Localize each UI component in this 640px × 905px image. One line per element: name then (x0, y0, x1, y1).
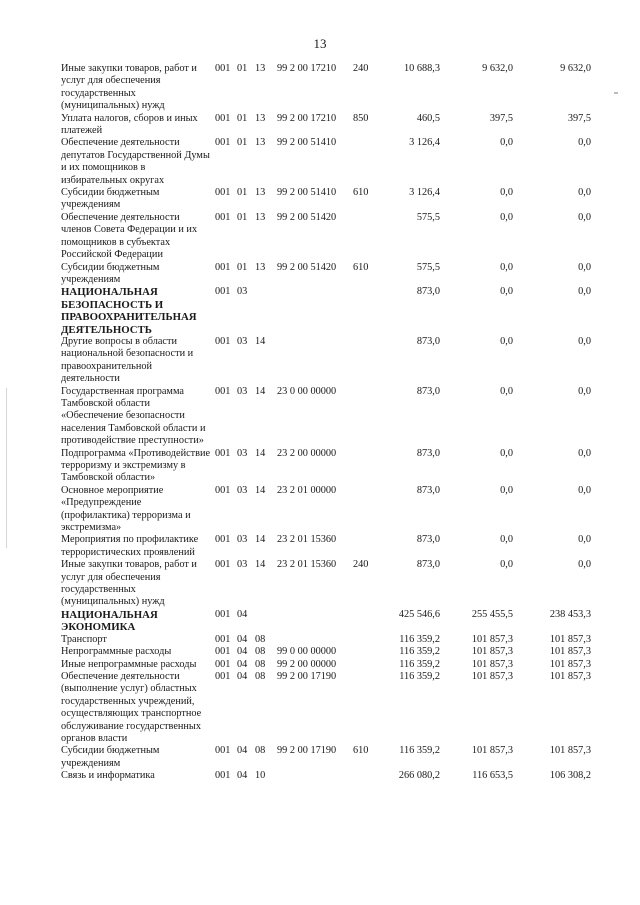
row-section-code: 03 (237, 447, 248, 459)
row-amount-year-2: 0,0 (500, 484, 513, 496)
row-name: НАЦИОНАЛЬНАЯ БЕЗОПАСНОСТЬ И ПРАВООХРАНИТЕЛЬНАЯ ДЕЯТЕЛЬНОСТЬ (61, 286, 197, 336)
row-amount-year-1: 116 359,2 (399, 646, 440, 658)
row-section-code: 04 (237, 770, 248, 782)
table-row (61, 609, 606, 634)
row-name: Мероприятия по профилактике террористических проявлений (61, 534, 199, 558)
table-row (61, 534, 606, 559)
row-amount-year-2: 0,0 (500, 211, 513, 223)
table-row (61, 137, 606, 187)
table-row (61, 671, 606, 745)
row-section-code: 04 (237, 745, 248, 757)
row-amount-year-3: 0,0 (578, 534, 591, 546)
row-target-article-code: 23 2 01 15360 (277, 559, 337, 571)
row-target-article-code: 23 0 00 00000 (277, 385, 337, 397)
row-amount-year-1: 10 688,3 (403, 63, 440, 74)
scan-edge-mark (6, 388, 7, 548)
row-subsection-code: 10 (255, 770, 266, 782)
row-amount-year-3: 238 453,3 (549, 608, 591, 620)
row-subsection-code: 08 (255, 658, 266, 670)
row-name: Субсидии бюджетным учреждениям (61, 745, 160, 769)
row-subsection-code: 08 (255, 633, 266, 645)
row-name: Обеспечение деятельности членов Совета Федерации и их помощников в субъектах Российской Федерации (61, 211, 198, 261)
row-name: Транспорт (61, 633, 107, 645)
row-target-article-code: 99 2 00 51420 (277, 211, 337, 223)
row-grbs-code: 001 (215, 658, 231, 670)
row-section-code: 01 (237, 261, 248, 273)
row-expense-type-code: 610 (353, 745, 369, 757)
row-name: Непрограммные расходы (61, 646, 172, 658)
row-section-code: 03 (237, 484, 248, 496)
row-name: Другие вопросы в области национальной безопасности и правоохранительной деятельности (61, 335, 194, 385)
row-grbs-code: 001 (215, 745, 231, 757)
row-amount-year-3: 101 857,3 (549, 633, 591, 645)
row-target-article-code: 99 0 00 00000 (277, 646, 337, 658)
row-amount-year-3: 101 857,3 (549, 670, 591, 682)
table-row (61, 485, 606, 535)
row-amount-year-2: 0,0 (500, 286, 513, 298)
row-amount-year-3: 101 857,3 (549, 745, 591, 757)
row-section-code: 03 (237, 385, 248, 397)
row-section-code: 04 (237, 633, 248, 645)
row-subsection-code: 14 (255, 534, 266, 546)
row-amount-year-3: 106 308,2 (549, 770, 591, 782)
row-section-code: 03 (237, 335, 248, 347)
row-name: Уплата налогов, сборов и иных платежей (61, 112, 198, 137)
row-target-article-code: 99 2 00 17210 (277, 112, 337, 124)
row-name: Государственная программа Тамбовской области «Обеспечение безопасности населения Тамбовской области и противодействие преступности» (61, 385, 206, 447)
row-amount-year-1: 873,0 (416, 559, 440, 571)
row-section-code: 03 (237, 286, 248, 298)
row-amount-year-2: 0,0 (500, 447, 513, 459)
row-name: Основное мероприятие «Предупреждение (профилактика) терроризма и экстремизма» (61, 484, 191, 534)
row-section-code: 01 (237, 63, 248, 74)
row-amount-year-3: 101 857,3 (549, 646, 591, 658)
row-grbs-code: 001 (215, 770, 231, 782)
row-amount-year-1: 575,5 (416, 211, 440, 223)
row-subsection-code: 14 (255, 484, 266, 496)
row-amount-year-3: 0,0 (578, 187, 591, 199)
row-expense-type-code: 610 (353, 261, 369, 273)
row-amount-year-3: 0,0 (578, 211, 591, 223)
row-target-article-code: 99 2 00 17190 (277, 670, 337, 682)
row-section-code: 01 (237, 211, 248, 223)
row-amount-year-3: 0,0 (578, 335, 591, 347)
row-subsection-code: 14 (255, 559, 266, 571)
table-row (61, 386, 606, 448)
row-amount-year-2: 0,0 (500, 261, 513, 273)
row-grbs-code: 001 (215, 559, 231, 571)
row-amount-year-1: 3 126,4 (409, 137, 440, 149)
row-subsection-code: 13 (255, 137, 266, 149)
row-amount-year-2: 101 857,3 (471, 745, 513, 757)
table-row (61, 659, 606, 671)
row-grbs-code: 001 (215, 335, 231, 347)
row-section-code: 01 (237, 112, 248, 124)
row-amount-year-2: 116 653,5 (472, 770, 513, 782)
row-amount-year-3: 0,0 (578, 385, 591, 397)
row-amount-year-3: 0,0 (578, 286, 591, 298)
row-subsection-code: 08 (255, 646, 266, 658)
row-amount-year-2: 101 857,3 (471, 670, 513, 682)
row-amount-year-1: 873,0 (416, 286, 440, 298)
table-row (61, 336, 606, 386)
row-target-article-code: 23 2 00 00000 (277, 447, 337, 459)
table-row (61, 262, 606, 287)
row-expense-type-code: 240 (353, 559, 369, 571)
row-amount-year-2: 101 857,3 (471, 633, 513, 645)
row-amount-year-3: 0,0 (578, 261, 591, 273)
budget-table (61, 63, 606, 783)
row-amount-year-3: 0,0 (578, 137, 591, 149)
row-grbs-code: 001 (215, 211, 231, 223)
row-subsection-code: 14 (255, 447, 266, 459)
row-grbs-code: 001 (215, 286, 231, 298)
row-name: Субсидии бюджетным учреждениям (61, 261, 160, 285)
row-expense-type-code: 240 (353, 63, 369, 74)
table-row (61, 745, 606, 770)
row-grbs-code: 001 (215, 447, 231, 459)
row-grbs-code: 001 (215, 608, 231, 620)
row-name: Иные закупки товаров, работ и услуг для обеспечения государственных (муниципальных) нужд (61, 63, 197, 112)
row-target-article-code: 99 2 00 00000 (277, 658, 337, 670)
row-subsection-code: 13 (255, 211, 266, 223)
row-amount-year-2: 255 455,5 (471, 608, 513, 620)
row-amount-year-1: 873,0 (416, 534, 440, 546)
row-amount-year-1: 873,0 (416, 335, 440, 347)
table-row (61, 559, 606, 609)
row-amount-year-1: 116 359,2 (399, 658, 440, 670)
row-target-article-code: 99 2 00 17190 (277, 745, 337, 757)
row-section-code: 01 (237, 137, 248, 149)
table-row (61, 63, 606, 113)
margin-mark (614, 92, 618, 94)
row-amount-year-1: 3 126,4 (409, 187, 440, 199)
row-subsection-code: 13 (255, 187, 266, 199)
row-grbs-code: 001 (215, 670, 231, 682)
table-row (61, 212, 606, 262)
row-amount-year-1: 116 359,2 (399, 633, 440, 645)
row-amount-year-2: 0,0 (500, 534, 513, 546)
row-section-code: 01 (237, 187, 248, 199)
row-name: Связь и информатика (61, 770, 155, 782)
row-amount-year-1: 266 080,2 (398, 770, 440, 782)
row-grbs-code: 001 (215, 112, 231, 124)
row-section-code: 04 (237, 670, 248, 682)
row-amount-year-3: 9 632,0 (560, 63, 591, 74)
row-amount-year-2: 0,0 (500, 385, 513, 397)
row-section-code: 04 (237, 608, 248, 620)
row-amount-year-3: 0,0 (578, 484, 591, 496)
row-grbs-code: 001 (215, 187, 231, 199)
table-row (61, 187, 606, 212)
row-amount-year-1: 873,0 (416, 447, 440, 459)
row-target-article-code: 99 2 00 51410 (277, 187, 337, 199)
table-row (61, 646, 606, 658)
row-target-article-code: 23 2 01 15360 (277, 534, 337, 546)
row-grbs-code: 001 (215, 633, 231, 645)
row-amount-year-3: 101 857,3 (549, 658, 591, 670)
row-grbs-code: 001 (215, 484, 231, 496)
table-row (61, 634, 606, 646)
row-expense-type-code: 850 (353, 112, 369, 124)
row-grbs-code: 001 (215, 137, 231, 149)
row-amount-year-2: 0,0 (500, 335, 513, 347)
row-amount-year-2: 0,0 (500, 137, 513, 149)
row-name: Субсидии бюджетным учреждениям (61, 187, 160, 211)
row-section-code: 03 (237, 534, 248, 546)
row-grbs-code: 001 (215, 534, 231, 546)
row-subsection-code: 14 (255, 385, 266, 397)
table-row (61, 113, 606, 138)
row-subsection-code: 13 (255, 63, 266, 74)
row-grbs-code: 001 (215, 646, 231, 658)
row-amount-year-1: 425 546,6 (398, 608, 440, 620)
row-amount-year-1: 575,5 (416, 261, 440, 273)
row-amount-year-1: 873,0 (416, 484, 440, 496)
row-target-article-code: 99 2 00 51420 (277, 261, 337, 273)
row-amount-year-2: 0,0 (500, 559, 513, 571)
row-amount-year-1: 460,5 (416, 112, 440, 124)
row-amount-year-1: 116 359,2 (399, 745, 440, 757)
row-name: Иные закупки товаров, работ и услуг для обеспечения государственных (муниципальных) нужд (61, 559, 197, 608)
row-amount-year-2: 9 632,0 (482, 63, 513, 74)
row-target-article-code: 23 2 01 00000 (277, 484, 337, 496)
row-amount-year-3: 397,5 (567, 112, 591, 124)
row-subsection-code: 08 (255, 745, 266, 757)
row-amount-year-1: 116 359,2 (399, 670, 440, 682)
row-name: НАЦИОНАЛЬНАЯ ЭКОНОМИКА (61, 608, 158, 634)
row-section-code: 04 (237, 646, 248, 658)
row-amount-year-2: 0,0 (500, 187, 513, 199)
row-grbs-code: 001 (215, 385, 231, 397)
row-target-article-code: 99 2 00 51410 (277, 137, 337, 149)
row-amount-year-3: 0,0 (578, 447, 591, 459)
row-target-article-code: 99 2 00 17210 (277, 63, 337, 74)
row-section-code: 04 (237, 658, 248, 670)
row-amount-year-2: 397,5 (489, 112, 513, 124)
row-amount-year-3: 0,0 (578, 559, 591, 571)
row-subsection-code: 08 (255, 670, 266, 682)
row-name: Подпрограмма «Противодействие терроризму и экстремизму в Тамбовской области» (61, 447, 211, 484)
row-amount-year-2: 101 857,3 (471, 658, 513, 670)
row-subsection-code: 14 (255, 335, 266, 347)
row-section-code: 03 (237, 559, 248, 571)
row-grbs-code: 001 (215, 261, 231, 273)
page-number: 13 (313, 36, 327, 51)
row-grbs-code: 001 (215, 63, 231, 74)
row-name: Иные непрограммные расходы (61, 658, 197, 670)
row-expense-type-code: 610 (353, 187, 369, 199)
row-name: Обеспечение деятельности депутатов Государственной Думы и их помощников в избирательных округах (61, 137, 210, 186)
row-amount-year-2: 101 857,3 (471, 646, 513, 658)
row-subsection-code: 13 (255, 261, 266, 273)
row-name: Обеспечение деятельности (выполнение услуг) областных государственных учреждений, осуществляющих транспортное обслуживание государственных органов власти (61, 670, 202, 744)
table-row (61, 286, 606, 336)
table-row (61, 448, 606, 485)
row-amount-year-1: 873,0 (416, 385, 440, 397)
table-row (61, 770, 606, 782)
row-subsection-code: 13 (255, 112, 266, 124)
